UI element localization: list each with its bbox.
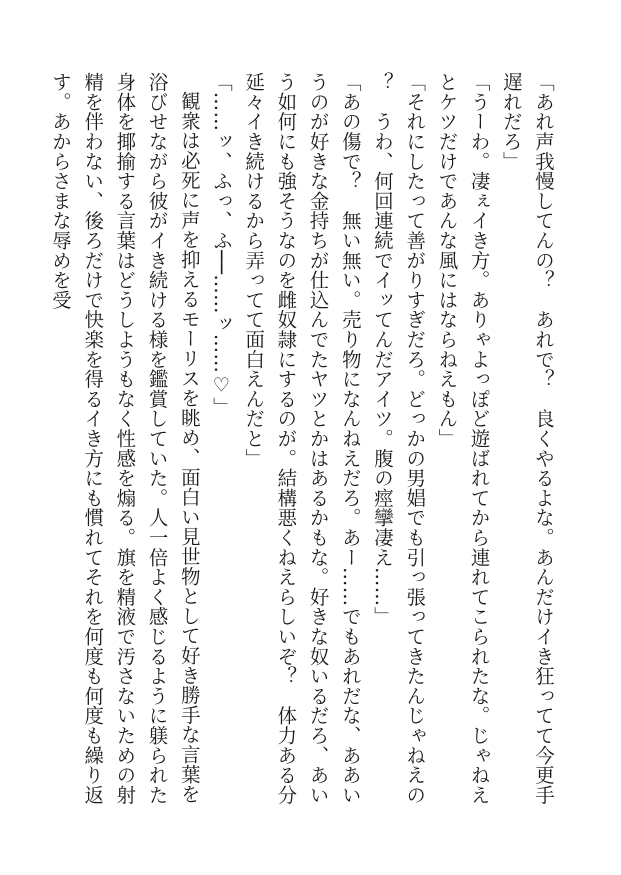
- dialogue-line: 「それにしたって善がりすぎだろ。どっかの男娼でも引っ張ってきたんじゃねえの？ うわ、何回連続でイッてんだアイツ。腹の痙攣凄え……」: [370, 72, 427, 805]
- vertical-text-body: [44, 72, 559, 812]
- dialogue-line: 「あの傷で？ 無い無い。売り物になんねえだろ。あー……でもあれだな、ああいうのが好きな金持ちが仕込んでたヤツとかはあるかもな。好きな奴いるだろ、あいう如何にも強そうなのを雌奴隷にするのが。結構悪くねえらしいぞ？ 体力ある分延々イき続けるから弄ってて面白えんだと」: [242, 72, 362, 805]
- narration-paragraph: 観衆は必死に声を抑えるモーリスを眺め、面白い見世物として好き勝手な言葉を浴びせながら彼がイき続ける様を鑑賞していた。人一倍よく感じるように躾られた身体を揶揄する言葉はどうしようもなく性感を煽る。旗を精液で汚さないための射精を伴わない、後ろだけで快楽を得るイき方にも慣れてそれを何度も何度も繰り返す。あからさまな辱めを受: [48, 72, 201, 805]
- dialogue-line: 「うーわ。凄ぇイき方。ありゃよっぽど遊ばれてから連れてこられたな。じゃねえとケツだけであんな風にはならねえもん」: [435, 72, 491, 805]
- dialogue-line: 「……ッ、ふっ、ふ──……ッ……♡」: [209, 72, 233, 417]
- dialogue-line: 「あれ声我慢してんの？ あれで？ 良くやるよな。あんだけイき狂ってて今更手遅れだろ」: [499, 72, 555, 805]
